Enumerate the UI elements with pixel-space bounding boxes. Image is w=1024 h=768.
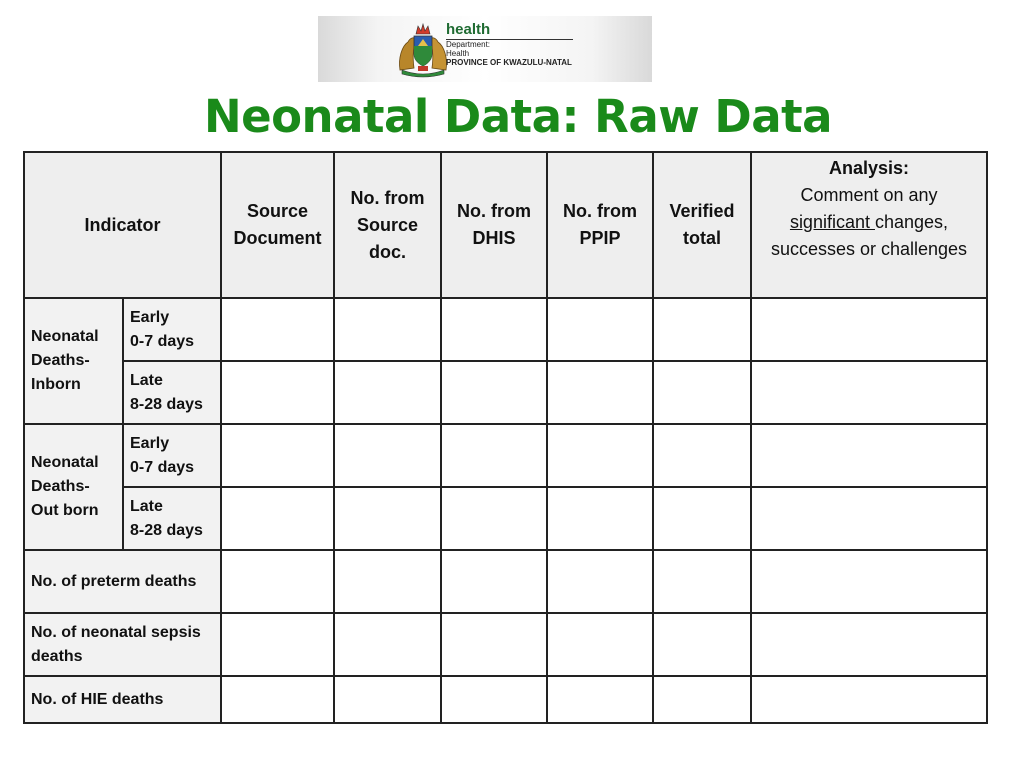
group-outborn-line1: Neonatal xyxy=(31,454,99,471)
table-row xyxy=(24,550,987,613)
header-no-from-source xyxy=(334,152,441,298)
cell-analysis[interactable] xyxy=(751,424,987,487)
header-source-document-line1: Source xyxy=(246,201,309,221)
cell-no-from-source[interactable] xyxy=(334,298,441,361)
row-label-sepsis-line1: No. of neonatal sepsis xyxy=(31,623,201,641)
row-label-preterm-line1: No. of preterm deaths xyxy=(31,572,197,590)
sub-label-line2: 8-28 days xyxy=(130,521,203,539)
sub-label-outborn-late xyxy=(123,487,221,550)
table-row xyxy=(24,676,987,723)
header-no-from-dhis xyxy=(441,152,547,298)
header-no-from-dhis-line2: DHIS xyxy=(472,228,516,248)
cell-analysis[interactable] xyxy=(751,298,987,361)
header-source-document-line2: Document xyxy=(233,228,322,248)
header-no-from-source-line1: No. from xyxy=(350,187,425,208)
table-row xyxy=(24,298,987,361)
cell-no-from-ppip[interactable] xyxy=(547,424,653,487)
cell-analysis[interactable] xyxy=(751,361,987,424)
header-analysis-line2 xyxy=(752,209,986,236)
header-source-document xyxy=(221,152,334,298)
header-no-from-source-line3: doc. xyxy=(368,241,406,262)
row-label-sepsis xyxy=(24,613,221,676)
header-no-from-dhis-line1: No. from xyxy=(457,201,531,221)
cell-no-from-source[interactable] xyxy=(334,613,441,676)
row-label-preterm xyxy=(24,550,221,613)
header-analysis-title: Analysis: xyxy=(828,158,910,178)
group-outborn-line3: Out born xyxy=(31,502,99,519)
header-verified-total-line2: total xyxy=(683,228,721,248)
cell-source-document[interactable] xyxy=(221,487,334,550)
header-verified-total-line1: Verified xyxy=(669,201,735,221)
cell-no-from-dhis[interactable] xyxy=(441,613,547,676)
table-row xyxy=(24,487,987,550)
header-analysis xyxy=(751,152,987,298)
sub-label-line2: 0-7 days xyxy=(130,332,195,350)
header-row xyxy=(24,152,987,298)
row-label-hie xyxy=(24,676,221,723)
row-label-hie-line1: No. of HIE deaths xyxy=(31,690,164,708)
cell-source-document[interactable] xyxy=(221,298,334,361)
group-inborn-line3: Inborn xyxy=(31,376,81,393)
logo-brand: health xyxy=(446,22,573,40)
cell-verified-total[interactable] xyxy=(653,298,751,361)
cell-no-from-ppip[interactable] xyxy=(547,550,653,613)
logo-line-health: Health xyxy=(446,49,470,58)
cell-verified-total[interactable] xyxy=(653,487,751,550)
cell-source-document[interactable] xyxy=(221,676,334,723)
cell-no-from-dhis[interactable] xyxy=(441,676,547,723)
page-title: Neonatal Data: Raw Data xyxy=(203,90,833,143)
sub-label-inborn-early xyxy=(123,298,221,361)
header-banner xyxy=(318,16,652,82)
header-no-from-ppip xyxy=(547,152,653,298)
cell-no-from-ppip[interactable] xyxy=(547,676,653,723)
header-analysis-line2-rest: changes, xyxy=(874,212,949,232)
sub-label-line2: 0-7 days xyxy=(130,458,195,476)
sub-label-outborn-early xyxy=(123,424,221,487)
cell-no-from-dhis[interactable] xyxy=(441,298,547,361)
cell-no-from-dhis[interactable] xyxy=(441,361,547,424)
cell-verified-total[interactable] xyxy=(653,613,751,676)
sub-label-line1: Early xyxy=(130,434,170,452)
neonatal-data-table xyxy=(23,151,988,724)
cell-no-from-dhis[interactable] xyxy=(441,487,547,550)
cell-source-document[interactable] xyxy=(221,361,334,424)
cell-verified-total[interactable] xyxy=(653,424,751,487)
logo-text xyxy=(446,22,586,67)
cell-analysis[interactable] xyxy=(751,613,987,676)
sub-label-line1: Late xyxy=(130,497,163,515)
header-indicator-label: Indicator xyxy=(84,214,161,235)
table-row xyxy=(24,613,987,676)
cell-no-from-source[interactable] xyxy=(334,487,441,550)
logo-line-province: PROVINCE OF KWAZULU-NATAL xyxy=(446,58,572,67)
cell-no-from-dhis[interactable] xyxy=(441,550,547,613)
group-label-inborn xyxy=(24,298,123,424)
cell-verified-total[interactable] xyxy=(653,361,751,424)
cell-source-document[interactable] xyxy=(221,613,334,676)
header-analysis-line1: Comment on any xyxy=(800,185,938,205)
cell-verified-total[interactable] xyxy=(653,550,751,613)
group-inborn-line1: Neonatal xyxy=(31,328,99,345)
coat-of-arms-icon xyxy=(396,20,450,78)
cell-no-from-source[interactable] xyxy=(334,550,441,613)
group-outborn-line2: Deaths- xyxy=(31,478,90,495)
cell-verified-total[interactable] xyxy=(653,676,751,723)
header-indicator xyxy=(24,152,221,298)
row-label-sepsis-line2: deaths xyxy=(31,647,83,665)
header-no-from-ppip-line1: No. from xyxy=(563,201,637,221)
sub-label-line1: Late xyxy=(130,371,163,389)
table-row xyxy=(24,361,987,424)
cell-analysis[interactable] xyxy=(751,550,987,613)
sub-label-line1: Early xyxy=(130,308,170,326)
cell-source-document[interactable] xyxy=(221,550,334,613)
header-analysis-line3: successes or challenges xyxy=(770,239,968,259)
cell-no-from-source[interactable] xyxy=(334,676,441,723)
cell-no-from-ppip[interactable] xyxy=(547,613,653,676)
header-no-from-source-line2: Source xyxy=(356,214,419,235)
table-row xyxy=(24,424,987,487)
cell-analysis[interactable] xyxy=(751,676,987,723)
sub-label-inborn-late xyxy=(123,361,221,424)
cell-no-from-source[interactable] xyxy=(334,424,441,487)
cell-analysis[interactable] xyxy=(751,487,987,550)
cell-no-from-ppip[interactable] xyxy=(547,298,653,361)
header-verified-total xyxy=(653,152,751,298)
group-label-outborn xyxy=(24,424,123,550)
cell-source-document[interactable] xyxy=(221,424,334,487)
cell-no-from-dhis[interactable] xyxy=(441,424,547,487)
cell-no-from-ppip[interactable] xyxy=(547,361,653,424)
logo-line-department: Department: xyxy=(446,40,491,49)
cell-no-from-ppip[interactable] xyxy=(547,487,653,550)
group-inborn-line2: Deaths- xyxy=(31,352,90,369)
header-analysis-underlined: significant xyxy=(789,212,875,232)
header-no-from-ppip-line2: PPIP xyxy=(579,228,621,248)
cell-no-from-source[interactable] xyxy=(334,361,441,424)
sub-label-line2: 8-28 days xyxy=(130,395,203,413)
